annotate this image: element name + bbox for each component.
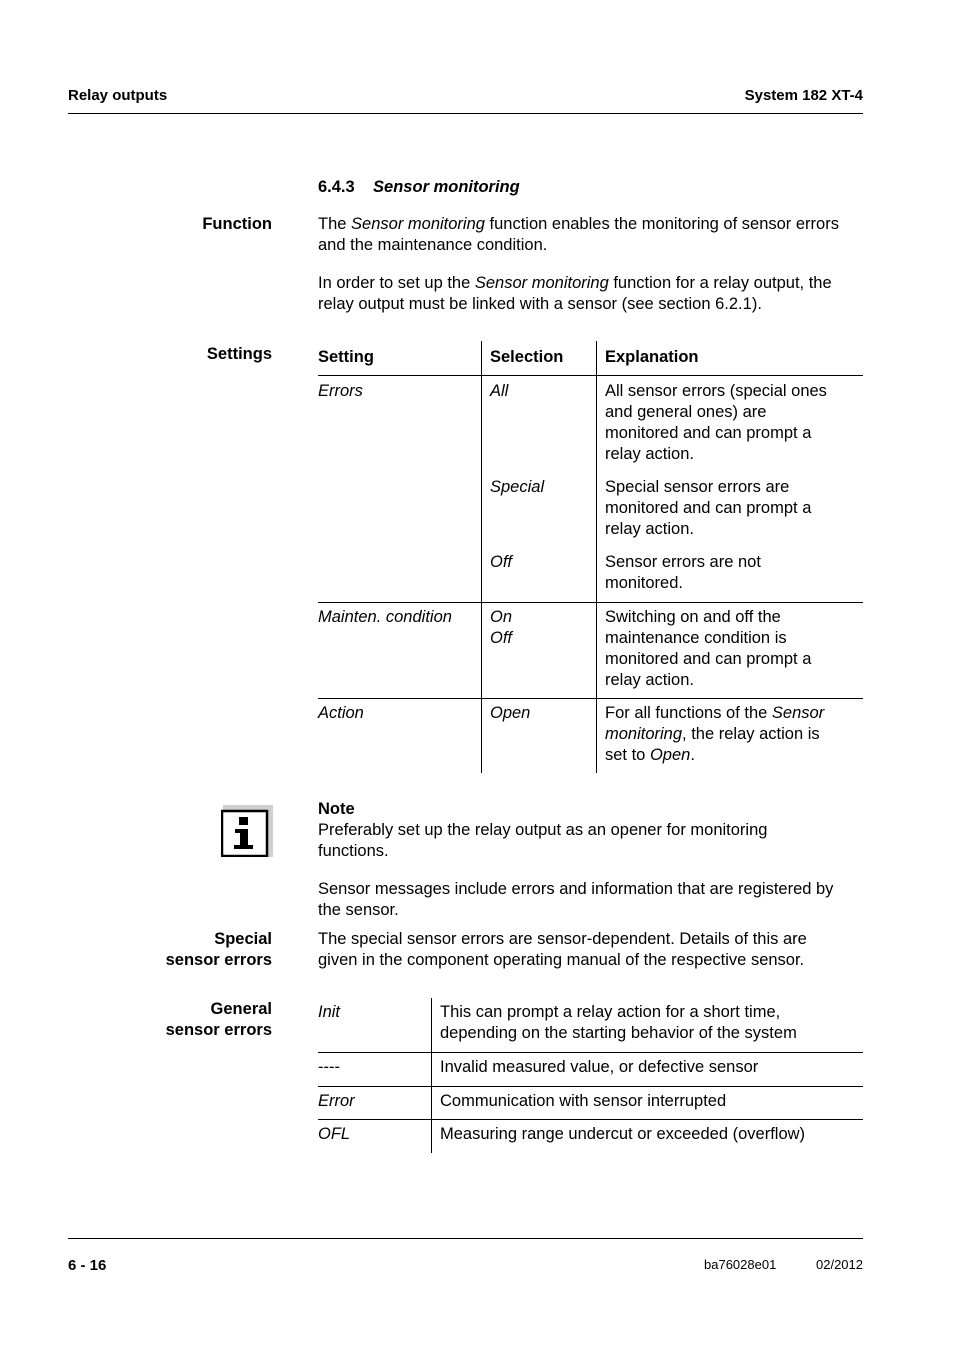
function-label: Function [202, 215, 272, 233]
doc-date: 02/2012 [816, 1257, 863, 1272]
error-description: This can prompt a relay action for a short time, depending on the starting behavior of the system [440, 1003, 797, 1042]
note-paragraph-2: Sensor messages include errors and information that are registered by the sensor. [318, 880, 834, 919]
settings-label: Settings [206, 345, 272, 363]
col-header-selection: Selection [490, 348, 564, 366]
doc-number: ba76028e01 [704, 1257, 777, 1272]
selection-on-off: On Off [490, 608, 513, 647]
explanation-action: For all functions of the Sensor monitoring, the relay action is set to Open. [605, 704, 825, 764]
note-title: Note [318, 800, 355, 818]
selection-all: All [490, 382, 509, 400]
selection-special: Special [490, 478, 545, 496]
section-heading [318, 178, 520, 197]
header-right: System 182 XT-4 [744, 87, 863, 104]
explanation-mainten: Switching on and off the maintenance condition is monitored and can prompt a relay action. [605, 608, 812, 689]
footer-rule [68, 1238, 863, 1239]
special-errors-text: The special sensor errors are sensor-dependent. Details of this are given in the component operating manual of the respective sensor. [318, 930, 807, 969]
error-description: Invalid measured value, or defective sensor [440, 1058, 759, 1076]
page-number: 6 - 16 [68, 1257, 107, 1274]
error-code: OFL [318, 1125, 351, 1143]
selection-open: Open [490, 704, 531, 722]
col-header-setting: Setting [318, 348, 374, 366]
general-errors-label: General sensor errors [165, 1000, 272, 1039]
error-code: Init [318, 1003, 341, 1021]
setting-action: Action [318, 704, 364, 722]
explanation-all: All sensor errors (special ones and general ones) are monitored and can prompt a relay action. [605, 382, 827, 463]
explanation-off: Sensor errors are not monitored. [605, 553, 761, 592]
special-errors-label: Special sensor errors [165, 930, 272, 969]
col-header-explanation: Explanation [605, 348, 699, 366]
error-code: Error [318, 1092, 355, 1110]
info-icon [221, 805, 273, 857]
setting-mainten: Mainten. condition [318, 608, 452, 626]
explanation-special: Special sensor errors are monitored and can prompt a relay action. [605, 478, 812, 538]
note-block: Note Preferably set up the relay output as an opener for monitoring functions. [318, 799, 868, 862]
header-rule [68, 113, 863, 114]
function-paragraph-1: The Sensor monitoring function enables the monitoring of sensor errors and the maintenance condition. [318, 215, 839, 254]
setting-errors: Errors [318, 382, 363, 400]
header-left: Relay outputs [68, 87, 168, 104]
selection-off: Off [490, 553, 513, 571]
section-number: 6.4.3 [318, 178, 355, 196]
section-title: Sensor monitoring [373, 178, 520, 196]
error-code: ---- [318, 1058, 340, 1076]
function-paragraph-2: In order to set up the Sensor monitoring function for a relay output, the relay output must be linked with a sensor (see section 6.2.1). [318, 274, 832, 313]
error-description: Communication with sensor interrupted [440, 1092, 727, 1110]
error-description: Measuring range undercut or exceeded (overflow) [440, 1125, 806, 1143]
